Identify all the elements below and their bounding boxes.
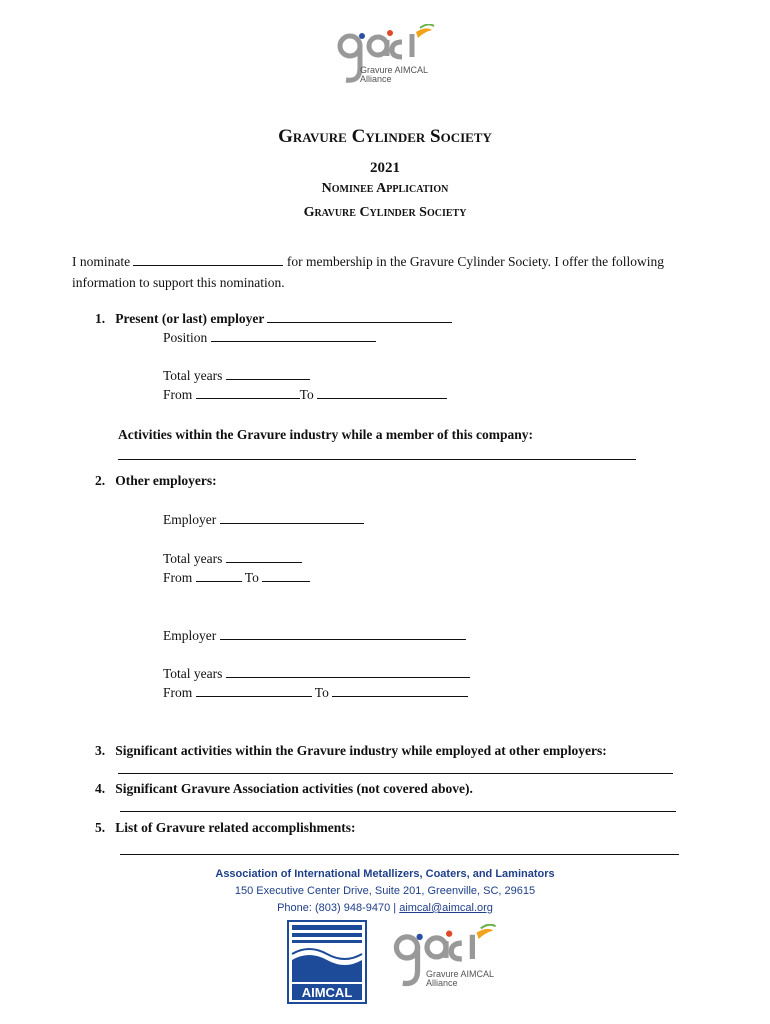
to-label-1: To bbox=[299, 387, 314, 402]
from-to-row-b bbox=[163, 684, 468, 702]
subtitle-society: Gravure Cylinder Society bbox=[303, 205, 467, 220]
total-years-label-1: Total years bbox=[163, 368, 223, 383]
page-title: Gravure Cylinder Society bbox=[278, 126, 492, 147]
logo-name-line2: Alliance bbox=[360, 74, 392, 84]
position-row bbox=[163, 329, 376, 347]
aimcal-logo bbox=[287, 920, 367, 1004]
item-5-title: List of Gravure related accomplishments: bbox=[115, 820, 356, 835]
from-label-1: From bbox=[163, 387, 193, 402]
from-to-row-a bbox=[163, 569, 310, 587]
to-field-1[interactable] bbox=[317, 386, 447, 399]
footer-phone: Phone: (803) 948-9470 | bbox=[277, 902, 397, 914]
employer-field-b[interactable] bbox=[220, 627, 466, 640]
nominate-suffix: for membership in the Gravure Cylinder Society. I offer the following information to support this nomination. bbox=[72, 254, 665, 290]
gaa-logo-top bbox=[332, 24, 442, 90]
total-years-row-a bbox=[163, 550, 302, 568]
other-employers-title: Other employers: bbox=[115, 473, 217, 488]
nominate-prefix: I nominate bbox=[72, 254, 131, 269]
item-2-number: 2. bbox=[95, 473, 106, 488]
item-4-number: 4. bbox=[95, 781, 106, 796]
from-label-b: From bbox=[163, 685, 193, 700]
total-years-label-b: Total years bbox=[163, 666, 223, 681]
logo-bottom-name-line1: Gravure AIMCAL bbox=[426, 969, 495, 979]
logo-bottom-name-line2: Alliance bbox=[426, 978, 458, 988]
item-1 bbox=[95, 310, 452, 328]
subtitle-nominee-application: Nominee Application bbox=[321, 181, 449, 196]
total-years-field-b[interactable] bbox=[226, 665, 470, 678]
total-years-row-b bbox=[163, 665, 470, 683]
to-label-a: To bbox=[244, 570, 259, 585]
item-5 bbox=[95, 819, 355, 837]
to-label-b: To bbox=[314, 685, 329, 700]
item-4-title: Significant Gravure Association activities (not covered above). bbox=[115, 781, 473, 796]
employer-row-b bbox=[163, 627, 466, 645]
item-5-line[interactable] bbox=[120, 854, 679, 855]
footer-contact bbox=[0, 902, 770, 914]
activities-label: Activities within the Gravure industry while a member of this company: bbox=[118, 427, 533, 442]
item-3-line[interactable] bbox=[118, 773, 673, 774]
year: 2021 bbox=[370, 160, 400, 176]
total-years-label-a: Total years bbox=[163, 551, 223, 566]
employer-label-b: Employer bbox=[163, 628, 217, 643]
logo-name-line1: Gravure AIMCAL bbox=[360, 65, 429, 75]
total-years-field-1[interactable] bbox=[226, 367, 310, 380]
total-years-row-1 bbox=[163, 367, 310, 385]
item-2 bbox=[95, 472, 217, 490]
total-years-field-a[interactable] bbox=[226, 550, 302, 563]
item-5-number: 5. bbox=[95, 820, 106, 835]
from-label-a: From bbox=[163, 570, 193, 585]
nominee-name-field[interactable] bbox=[133, 253, 283, 266]
item-3 bbox=[95, 742, 607, 760]
intro-paragraph bbox=[72, 251, 682, 293]
item-3-number: 3. bbox=[95, 743, 106, 758]
footer-email-link[interactable]: aimcal@aimcal.org bbox=[399, 902, 493, 914]
to-field-a[interactable] bbox=[262, 569, 310, 582]
employer-field-a[interactable] bbox=[220, 511, 364, 524]
gaa-logo-bottom bbox=[388, 924, 504, 994]
employer-row-a bbox=[163, 511, 364, 529]
present-employer-label: Present (or last) employer bbox=[115, 311, 265, 326]
aimcal-logo-text: AIMCAL bbox=[301, 985, 353, 1000]
from-to-row-1 bbox=[163, 386, 447, 404]
item-1-number: 1. bbox=[95, 311, 106, 326]
item-4-line[interactable] bbox=[120, 811, 676, 812]
item-3-title: Significant activities within the Gravure industry while employed at other employers: bbox=[115, 743, 607, 758]
from-field-1[interactable] bbox=[196, 386, 300, 399]
to-field-b[interactable] bbox=[332, 684, 468, 697]
present-employer-field[interactable] bbox=[267, 310, 452, 323]
footer-org: Association of International Metallizers, Coaters, and Laminators bbox=[215, 868, 555, 880]
from-field-b[interactable] bbox=[196, 684, 312, 697]
position-label: Position bbox=[163, 330, 208, 345]
item-4 bbox=[95, 780, 473, 798]
position-field[interactable] bbox=[211, 329, 376, 342]
activities-line[interactable] bbox=[118, 459, 636, 460]
footer-address: 150 Executive Center Drive, Suite 201, Greenville, SC, 29615 bbox=[234, 885, 536, 897]
employer-label-a: Employer bbox=[163, 512, 217, 527]
from-field-a[interactable] bbox=[196, 569, 242, 582]
